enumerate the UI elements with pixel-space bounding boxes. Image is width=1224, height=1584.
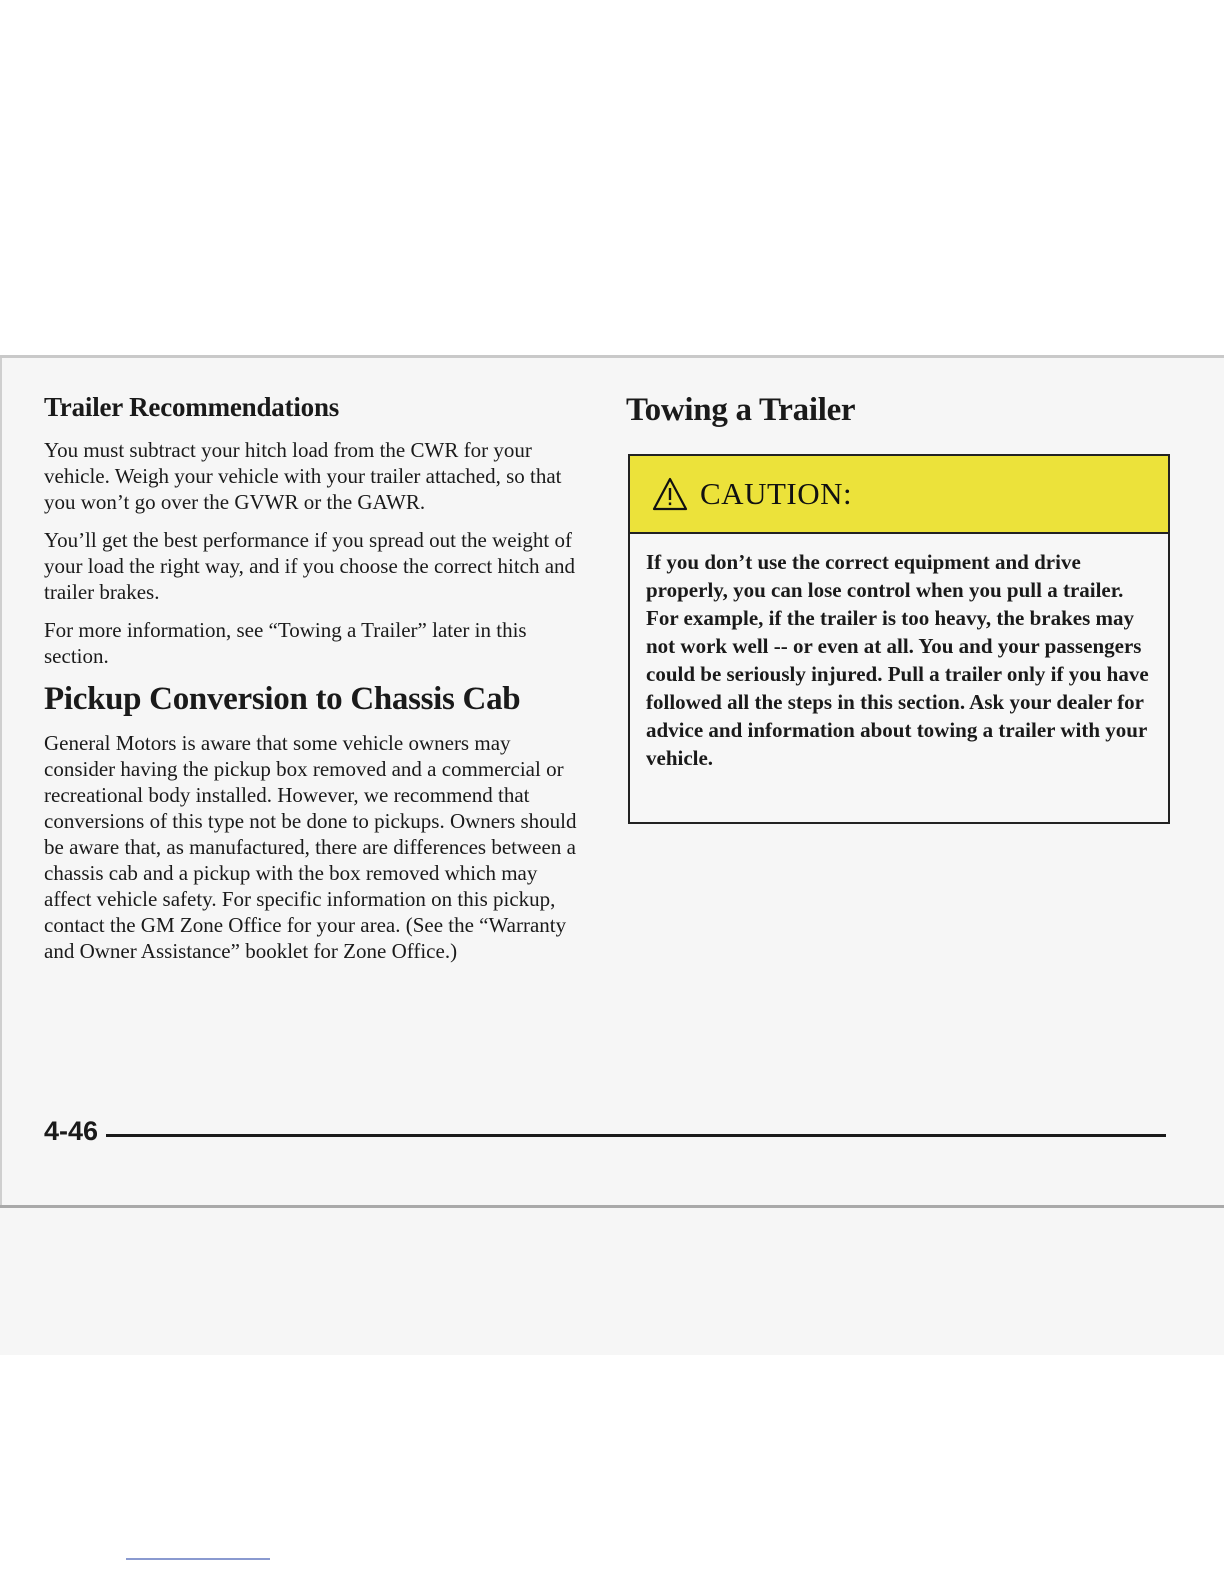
towing-a-trailer-heading: Towing a Trailer	[626, 392, 856, 428]
stray-underline	[126, 1558, 270, 1560]
trailer-recommendations-paragraph-2: You’ll get the best performance if you spread out the weight of your load the right way, and if you choose the correct hitch and trailer brakes.	[44, 528, 576, 604]
pickup-conversion-paragraph: General Motors is aware that some vehicle owners may consider having the pickup box removed and a commercial or recreational body installed. However, we recommend that conversions of this type not be done to pickups. Owners should be aware that, as manufactured, there are differences between a chassis cab and a pickup with the box removed which may affect vehicle safety. For specific information on this pickup, contact the GM Zone Office for your area. (See the “Warranty and Owner Assistance” booklet for Zone Office.)	[44, 731, 577, 963]
left-column	[44, 392, 584, 976]
trailer-recommendations-paragraph-3: For more information, see “Towing a Trailer” later in this section.	[44, 618, 527, 668]
caution-header	[630, 456, 1168, 534]
page-footer	[44, 1116, 1166, 1150]
caution-box	[628, 454, 1170, 824]
caution-title: CAUTION:	[700, 476, 853, 511]
top-rule	[0, 355, 1224, 358]
trailer-recommendations-paragraph-1: You must subtract your hitch load from the CWR for your vehicle. Weigh your vehicle with your trailer attached, so that you won’t go over the GVWR or the GAWR.	[44, 438, 562, 514]
footer-rule	[106, 1134, 1166, 1137]
left-edge	[0, 358, 2, 1206]
trailer-recommendations-heading: Trailer Recommendations	[44, 392, 340, 422]
warning-triangle-icon	[652, 477, 688, 511]
pickup-conversion-heading: Pickup Conversion to Chassis Cab	[44, 681, 521, 717]
caution-text: If you don’t use the correct equipment and drive properly, you can lose control when you pull a trailer. For example, if the trailer is too heavy, the brakes may not work well -- or even at all. You and your passengers could be seriously injured. Pull a trailer only if you have followed all the steps in this section. Ask your dealer for advice and information about towing a trailer with your vehicle.	[646, 550, 1149, 770]
right-column	[626, 392, 1176, 441]
bottom-rule	[0, 1205, 1224, 1208]
page-number: 4-46	[44, 1116, 99, 1146]
